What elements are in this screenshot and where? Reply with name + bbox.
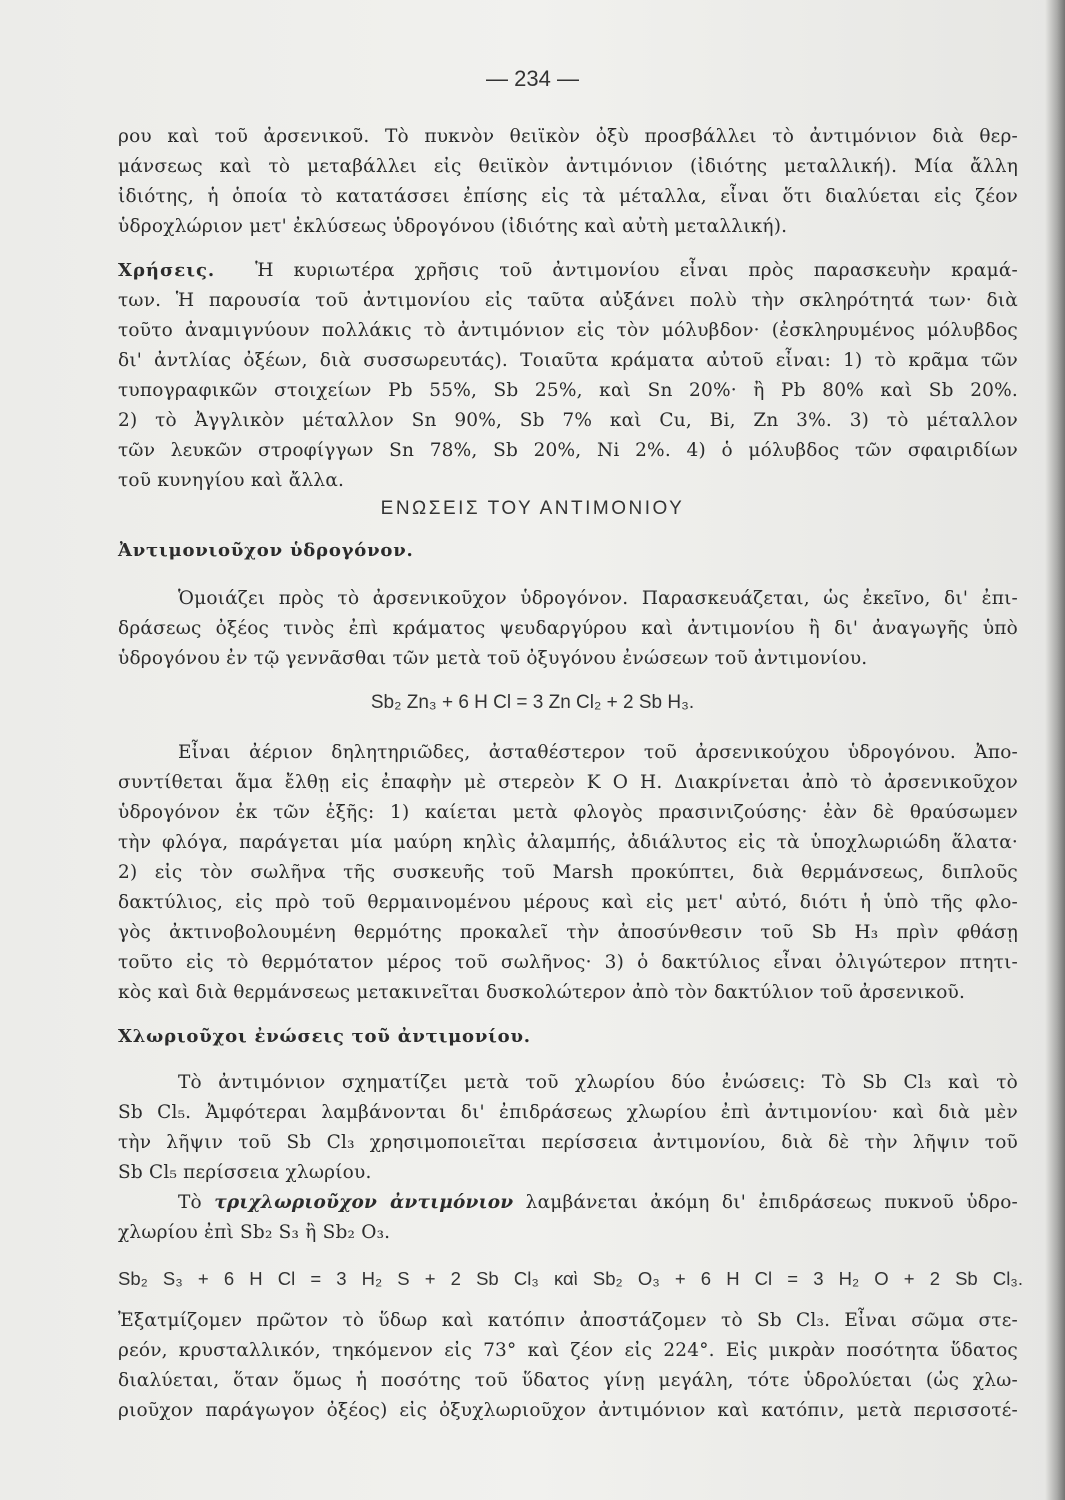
text-line: Sb Cl₅ περίσσεια χλωρίου. [118, 1162, 372, 1183]
text-line: τυπογραφικῶν στοιχείων Pb 55%, Sb 25%, καὶ Sn 20%· ἢ Pb 80% καὶ Sb 20%. [118, 380, 1018, 401]
section-heading-uses: Χρήσεις. [118, 260, 216, 281]
text-line: μάνσεως καὶ τὸ μεταβάλλει εἰς θειϊκὸν ἀντιμόνιον (ἰδιότης μεταλλική). Μία ἄλλη [118, 156, 1018, 177]
text-line: Ἐξατμίζομεν πρῶτον τὸ ὕδωρ καὶ κατόπιν ἀποστάζομεν τὸ Sb Cl₃. Εἶναι σῶμα στε- [118, 1310, 1018, 1331]
text-line: τὴν λῆψιν τοῦ Sb Cl₃ χρησιμοποιεῖται περίσσεια ἀντιμονίου, διὰ δὲ τὴν λῆψιν τοῦ [118, 1132, 1018, 1153]
text-line: ριοῦχον παράγωγον ὀξέος) εἰς ὀξυχλωριοῦχον ἀντιμόνιον καὶ κατόπιν, μετὰ περισσοτέ- [118, 1400, 1018, 1421]
text-line: τοῦτο ἀναμιγνύουν πολλάκις τὸ ἀντιμόνιον εἰς τὸν μόλυβδον· (ἐσκληρυμένος μόλυβδος [118, 320, 1018, 341]
text-line: τὴν φλόγα, παράγεται μία μαύρη κηλὶς ἀλαμπής, ἀδιάλυτος εἰς τὰ ὑποχλωριώδη ἅλατα· [118, 832, 1018, 853]
text-line: ὑδρογόνου ἐν τῷ γεννᾶσθαι τῶν μετὰ τοῦ ὀξυγόνου ἐνώσεων τοῦ ἀντιμονίου. [118, 648, 868, 669]
paragraph-intro [118, 122, 1018, 242]
text-line: δράσεως ὀξέος τινὸς ἐπὶ κράματος ψευδαργύρου καὶ ἀντιμονίου ἢ δι' ἀναγωγῆς ὑπὸ [118, 618, 1018, 639]
page-number: — 234 — [486, 66, 579, 91]
paragraph-hydride-properties [118, 738, 1018, 1008]
text-line: ἰδιότης, ἡ ὁποία τὸ κατατάσσει ἐπίσης εἰς τὰ μέταλλα, εἶναι ὅτι διαλύεται εἰς ζέον [118, 186, 1018, 207]
text-line [118, 1188, 1018, 1218]
equation-chlorides: Sb₂ S₃ + 6 H Cl = 3 H₂ S + 2 Sb Cl₃ καὶ Sb₂ O₃ + 6 H Cl = 3 H₂ O + 2 Sb Cl₃. [118, 1268, 1023, 1289]
text-line: συντίθεται ἅμα ἔλθῃ εἰς ἐπαφὴν μὲ στερεὸν K O H. Διακρίνεται ἀπὸ τὸ ἀρσενικοῦχον [118, 772, 1018, 793]
text-line: δακτύλιος, εἰς πρὸ τοῦ θερμαινομένου μέρους καὶ εἰς μετ' αὐτό, διότι ἡ ὑπὸ τῆς φλο- [118, 892, 1018, 913]
text-line: 2) εἰς τὸν σωλῆνα τῆς συσκευῆς τοῦ Marsh προκύπτει, διὰ θερμάνσεως, διπλοῦς [118, 862, 1018, 883]
text-line: διαλύεται, ὅταν ὅμως ἡ ποσότης τοῦ ὕδατος γίνῃ μεγάλη, τότε ὑδρολύεται (ὡς χλω- [118, 1370, 1018, 1391]
text-line: τοῦτο εἰς τὸ θερμότατον μέρος τοῦ σωλῆνος· 3) ὁ δακτύλιος εἶναι ὀλιγώτερον πτητι- [118, 952, 1018, 973]
text-line: των. Ἡ παρουσία τοῦ ἀντιμονίου εἰς ταῦτα αὐξάνει πολὺ τὴν σκληρότητά των· διὰ [118, 290, 1018, 311]
text-line: ὑδρογόνον ἐκ τῶν ἑξῆς: 1) καίεται μετὰ φλογὸς πρασινιζούσης· ἐὰν δὲ θραύσωμεν [118, 802, 1018, 823]
paragraph-uses [118, 256, 1018, 496]
text-line: Ὁμοιάζει πρὸς τὸ ἀρσενικοῦχον ὑδρογόνον. Παρασκευάζεται, ὡς ἐκεῖνο, δι' ἐπι- [178, 588, 1018, 609]
text-line: Εἶναι ἀέριον δηλητηριῶδες, ἀσταθέστερον τοῦ ἀρσενικούχου ὑδρογόνου. Ἀπο- [178, 742, 1018, 763]
text-line: χλωρίου ἐπὶ Sb₂ S₃ ἢ Sb₂ O₃. [118, 1222, 391, 1243]
paragraph-trichloride-properties [118, 1306, 1018, 1426]
text-line [118, 256, 1018, 286]
text-fragment: Τὸ [178, 1192, 202, 1213]
text-fragment: λαμβάνεται ἀκόμη δι' ἐπιδράσεως πυκνοῦ ὑδρο- [525, 1192, 1018, 1213]
text-line: κὸς καὶ διὰ θερμάνσεως μετακινεῖται δυσκολώτερον ἀπὸ τὸν δακτύλιον τοῦ ἀρσενικοῦ. [118, 982, 966, 1003]
text-line: τῶν λευκῶν στροφίγγων Sn 78%, Sb 20%, Ni 2%. 4) ὁ μόλυβδος τῶν σφαιριδίων [118, 440, 1018, 461]
text-line: Τὸ ἀντιμόνιον σχηματίζει μετὰ τοῦ χλωρίου δύο ἐνώσεις: Τὸ Sb Cl₃ καὶ τὸ [178, 1072, 1018, 1093]
paragraph-hydride [118, 584, 1018, 674]
paragraph-chlorides [118, 1068, 1018, 1248]
text-line: γὸς ἀκτινοβολουμένη θερμότης προκαλεῖ τὴν ἀποσύνθεσιν τοῦ Sb H₃ πρὶν φθάσῃ [118, 922, 1018, 943]
page-edge-shadow [1045, 0, 1065, 1500]
section-heading-chlorides: Χλωριοῦχοι ἐνώσεις τοῦ ἀντιμονίου. [118, 1026, 531, 1047]
text-line: Sb Cl₅. Ἀμφότεραι λαμβάνονται δι' ἐπιδράσεως χλωρίου ἐπὶ ἀντιμονίου· καὶ διὰ μὲν [118, 1102, 1018, 1123]
text-line: δι' ἀντλίας ὀξέων, διὰ συσσωρευτάς). Τοιαῦτα κράματα αὐτοῦ εἶναι: 1) τὸ κρᾶμα τῶν [118, 350, 1018, 371]
text-line-rest: Ἡ κυριωτέρα χρῆσις τοῦ ἀντιμονίου εἶναι πρὸς παρασκευὴν κραμά- [255, 260, 1018, 281]
equation-hydride: Sb₂ Zn₃ + 6 H Cl = 3 Zn Cl₂ + 2 Sb H₃. [370, 692, 695, 713]
text-line: ρεόν, κρυσταλλικόν, τηκόμενον εἰς 73° καὶ ζέον εἰς 224°. Εἰς μικρὰν ποσότητα ὕδατος [118, 1340, 1018, 1361]
chapter-title: ΕΝΩΣΕΙΣ ΤΟΥ ΑΝΤΙΜΟΝΙΟΥ [380, 498, 685, 519]
text-line: τοῦ κυνηγίου καὶ ἄλλα. [118, 470, 345, 491]
text-line: ὑδροχλώριον μετ' ἐκλύσεως ὑδρογόνου (ἰδιότης καὶ αὐτὴ μεταλλική). [118, 216, 788, 237]
text-line: 2) τὸ Ἀγγλικὸν μέταλλον Sn 90%, Sb 7% καὶ Cu, Bi, Zn 3%. 3) τὸ μέταλλον [118, 410, 1018, 431]
emphasized-term: τριχλωριοῦχον ἀντιμόνιον [214, 1192, 514, 1213]
section-heading-hydride: Ἀντιμονιοῦχον ὑδρογόνον. [118, 540, 414, 561]
text-line: ρου καὶ τοῦ ἀρσενικοῦ. Τὸ πυκνὸν θειϊκὸν ὀξὺ προσβάλλει τὸ ἀντιμόνιον διὰ θερ- [118, 126, 1018, 147]
